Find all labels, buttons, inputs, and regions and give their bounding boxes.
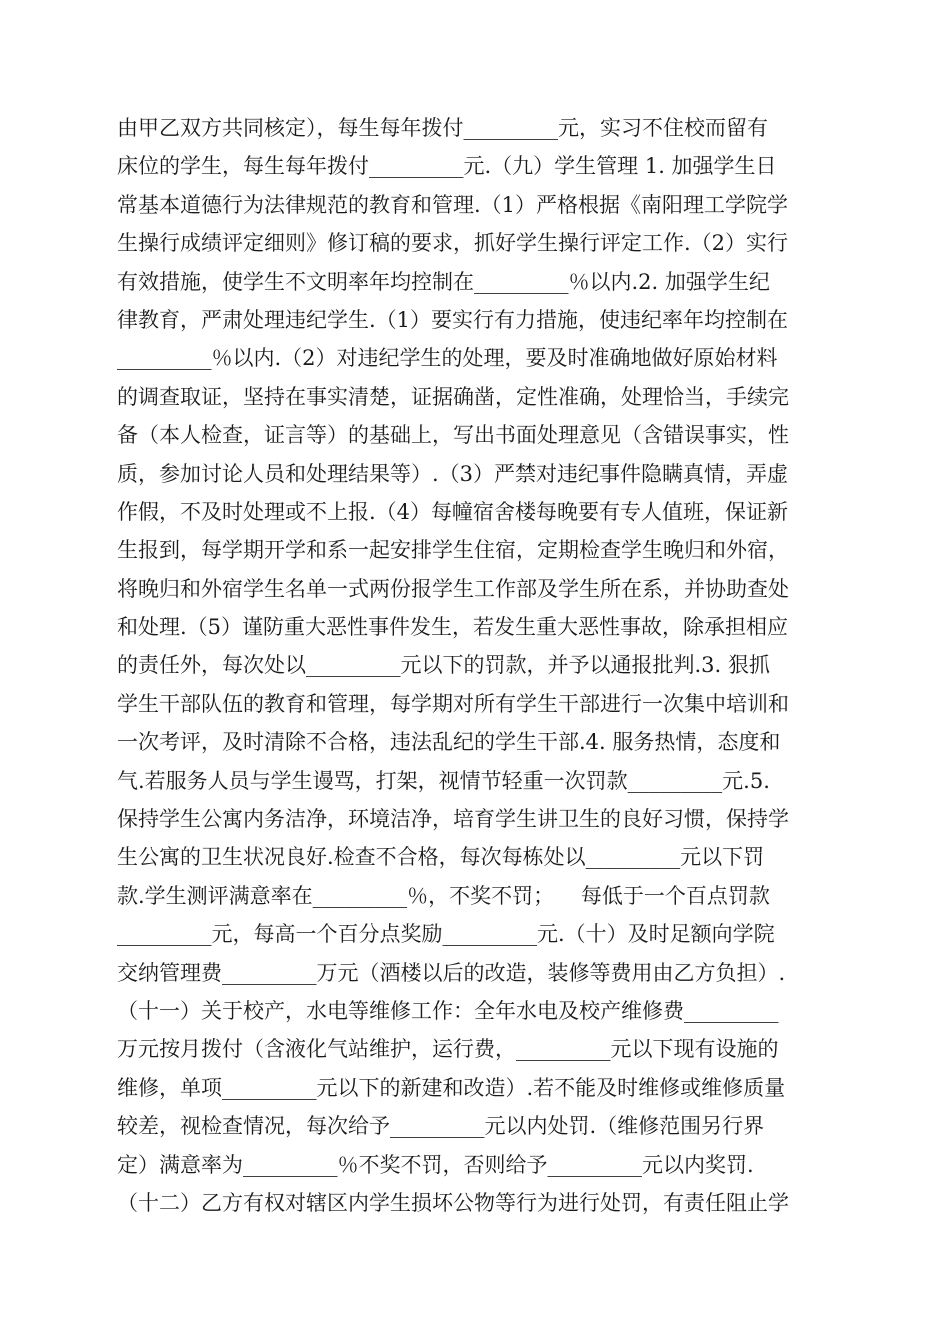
text-line: 的调查取证，坚持在事实清楚，证据确凿，定性准确，处理恰当，手续完	[117, 384, 789, 409]
text-line: 备（本人检查，证言等）的基础上，写出书面处理意见（含错误事实，性	[117, 423, 789, 448]
text-line: 维修，单项_________元以下的新建和改造）.若不能及时维修或维修质量	[117, 1075, 786, 1100]
text-line: 由甲乙双方共同核定），每生每年拨付_________元，实习不住校而留有	[117, 116, 768, 140]
text-line: （十一）关于校产，水电等维修工作：全年水电及校产维修费_________	[117, 998, 779, 1023]
text-line: 万元按月拨付（含液化气站维护，运行费，_________元以下现有设施的	[117, 1037, 779, 1062]
text-line: 生公寓的卫生状况良好.检查不合格，每次每栋处以_________元以下罚	[117, 845, 765, 870]
text-line: 交纳管理费_________万元（酒楼以后的改造，装修等费用由乙方负担）.	[117, 960, 786, 985]
text-line: 和处理.（5）谨防重大恶性事件发生，若发生重大恶性事故，除承担相应	[117, 615, 789, 640]
text-line: 保持学生公寓内务洁净，环境洁净，培育学生讲卫生的良好习惯，保持学	[117, 807, 789, 832]
text-line: 一次考评，及时清除不合格，违法乱纪的学生干部.4. 服务热情，态度和	[117, 730, 781, 755]
text-line: 作假，不及时处理或不上报.（4）每幢宿舍楼每晚要有专人值班，保证新	[117, 499, 789, 524]
text-line: 常基本道德行为法律规范的教育和管理.（1）严格根据《南阳理工学院学	[117, 192, 789, 217]
text-line: _________％以内.（2）对违纪学生的处理，要及时准确地做好原始材料	[117, 346, 778, 371]
text-line: 生报到，每学期开学和系一起安排学生住宿，定期检查学生晚归和外宿，	[117, 538, 789, 563]
text-line: 学生干部队伍的教育和管理，每学期对所有学生干部进行一次集中培训和	[117, 691, 789, 716]
text-line: 款.学生测评满意率在_________％，不奖不罚； 每低于一个百点罚款	[117, 883, 770, 908]
text-line: 气.若服务人员与学生谩骂，打架，视情节轻重一次罚款_________元.5.	[117, 768, 770, 793]
text-line: 较差，视检查情况，每次给予_________元以内处罚.（维修范围另行界	[117, 1114, 765, 1139]
text-line: 生操行成绩评定细则》修订稿的要求，抓好学生操行评定工作.（2）实行	[117, 231, 789, 256]
text-line: 将晚归和外宿学生名单一式两份报学生工作部及学生所在系，并协助查处	[117, 576, 789, 601]
text-line: 床位的学生，每生每年拨付_________元.（九）学生管理 1. 加强学生日	[117, 154, 777, 179]
text-line: 质，参加讨论人员和处理结果等）.（3）严禁对违纪事件隐瞒真情，弄虚	[117, 461, 789, 486]
text-line: _________元，每高一个百分点奖励_________元.（十）及时足额向学院	[117, 922, 775, 947]
text-line: （十二）乙方有权对辖区内学生损坏公物等行为进行处罚，有责任阻止学	[117, 1190, 789, 1215]
text-line: 有效措施，使学生不文明率年均控制在_________％以内.2. 加强学生纪	[117, 269, 770, 294]
text-line: 定）满意率为_________％不奖不罚，否则给予_________元以内奖罚.	[117, 1152, 754, 1177]
document-body	[117, 116, 832, 1229]
text-line: 的责任外，每次处以_________元以下的罚款，并予以通报批判.3. 狠抓	[117, 653, 770, 678]
text-line: 律教育，严肃处理违纪学生.（1）要实行有力措施，使违纪率年均控制在	[117, 307, 789, 332]
